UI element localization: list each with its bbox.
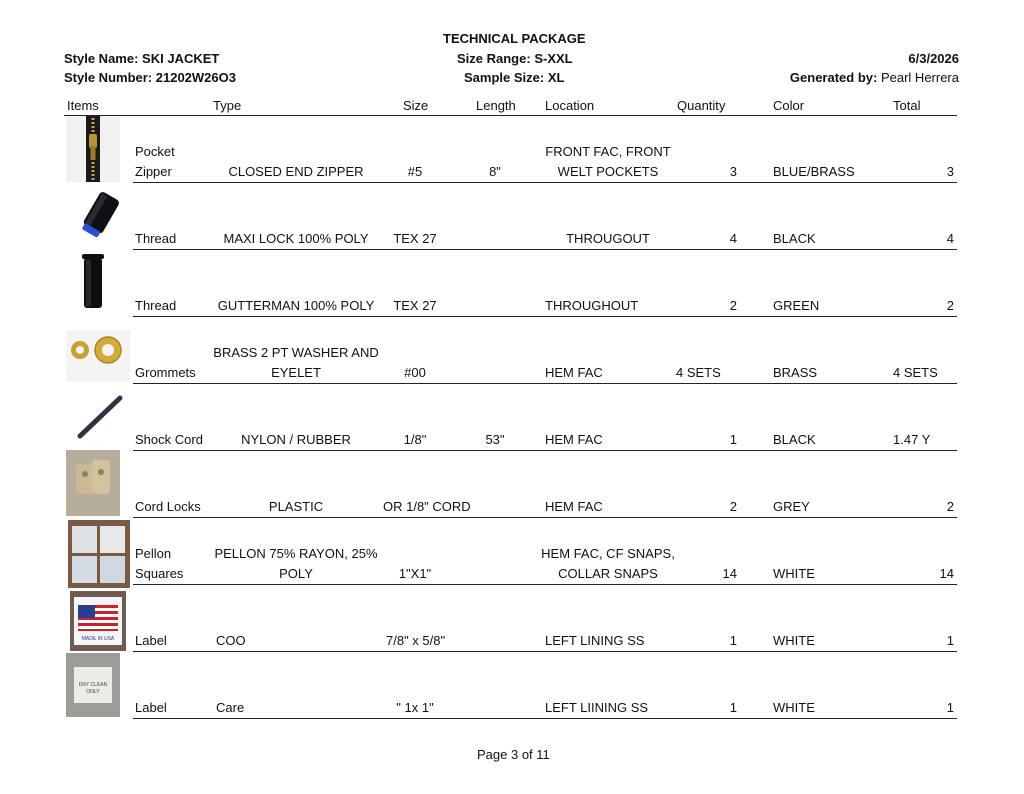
item-location: HEM FAC (545, 432, 603, 447)
item-type-line1: PELLON 75% RAYON, 25% (214, 546, 378, 561)
item-color: GREY (773, 499, 810, 514)
item-size: #00 (404, 365, 426, 380)
generated-by (790, 70, 959, 85)
row-divider (133, 517, 957, 518)
thread-spool-icon (66, 185, 132, 245)
item-name: Thread (135, 298, 177, 313)
pellon-squares-icon (68, 520, 130, 588)
item-name: Cord Locks (135, 499, 201, 514)
item-total: 14 (939, 566, 954, 581)
item-name: Squares (135, 566, 184, 581)
item-color: BLACK (773, 432, 816, 447)
item-type: COO (216, 633, 246, 648)
item-color: WHITE (773, 566, 815, 581)
item-type: CLOSED END ZIPPER (228, 164, 364, 179)
cord-lock-icon (66, 450, 120, 516)
item-location: HEM FAC (545, 365, 603, 380)
row-divider (133, 249, 957, 250)
flag-label-icon (70, 591, 126, 651)
item-length: 8" (489, 164, 501, 179)
item-name: Label (135, 700, 167, 715)
column-header-location: Location (545, 98, 595, 113)
item-size: TEX 27 (393, 231, 437, 246)
size-range-label: Size Range: (457, 51, 531, 66)
generated-by-value: Pearl Herrera (880, 70, 959, 85)
row-divider (133, 718, 957, 719)
item-quantity: 4 SETS (676, 365, 721, 380)
item-total: 2 (946, 298, 954, 313)
item-location: THROUGOUT (566, 231, 650, 246)
item-size: TEX 27 (393, 298, 437, 313)
item-size: " 1x 1" (396, 700, 434, 715)
item-quantity: 2 (729, 298, 737, 313)
item-size: #5 (407, 164, 423, 179)
zipper-icon (66, 116, 120, 182)
row-divider (133, 651, 957, 652)
item-type-line1: BRASS 2 PT WASHER AND (213, 345, 379, 360)
item-name: Shock Cord (135, 432, 203, 447)
item-quantity: 14 (722, 566, 737, 581)
item-name: Grommets (135, 365, 196, 380)
item-location: THROUGHOUT (545, 298, 639, 313)
item-location: WELT POCKETS (557, 164, 659, 179)
item-quantity: 2 (729, 499, 737, 514)
item-total: 1.47 Y (893, 432, 931, 447)
item-quantity: 1 (729, 633, 737, 648)
item-location: LEFT LINING SS (545, 633, 645, 648)
dry-clean-only-text: ONLY (86, 689, 100, 695)
item-name: Label (135, 633, 167, 648)
column-header-color: Color (773, 98, 805, 113)
item-total: 2 (946, 499, 954, 514)
style-number (64, 70, 236, 85)
item-color: BLACK (773, 231, 816, 246)
header-rule (64, 115, 957, 116)
item-color: BRASS (773, 365, 818, 380)
item-location: LEFT LIINING SS (545, 700, 649, 715)
item-size: OR 1/8" CORD (383, 499, 471, 514)
item-name-line1: Pellon (135, 546, 172, 561)
item-total: 4 (946, 231, 954, 246)
item-type: PLASTIC (268, 499, 324, 514)
row-divider (133, 383, 957, 384)
item-location: HEM FAC (545, 499, 603, 514)
item-total: 3 (946, 164, 954, 179)
item-type: GUTTERMAN 100% POLY (217, 298, 375, 313)
item-type: MAXI LOCK 100% POLY (223, 231, 369, 246)
item-color: WHITE (773, 633, 815, 648)
row-divider (133, 182, 957, 183)
item-type: EYELET (271, 365, 321, 380)
item-total: 4 SETS (893, 365, 938, 380)
item-type: POLY (279, 566, 313, 581)
document-date: 6/3/2026 (908, 51, 959, 66)
thread-cone-icon (66, 252, 120, 316)
item-size: 7/8" x 5/8" (386, 633, 446, 648)
made-in-usa-text: MADE IN USA (81, 636, 115, 642)
sample-size-value: XL (547, 70, 565, 85)
row-divider (133, 450, 957, 451)
column-header-total: Total (893, 98, 921, 113)
care-label-icon (66, 653, 120, 717)
item-location-line1: HEM FAC, CF SNAPS, (541, 546, 675, 561)
row-divider (133, 316, 957, 317)
item-size: 1"X1" (398, 566, 432, 581)
column-header-quantity: Quantity (677, 98, 726, 113)
style-number-value: 21202W26O3 (155, 70, 236, 85)
item-quantity: 1 (729, 700, 737, 715)
item-size: 1/8" (403, 432, 427, 447)
item-length: 53" (485, 432, 505, 447)
page-number: Page 3 of 11 (477, 747, 550, 762)
page-title: TECHNICAL PACKAGE (443, 31, 586, 46)
generated-by-label: Generated by: (789, 70, 878, 85)
item-type: Care (216, 700, 245, 715)
item-name: Thread (135, 231, 177, 246)
item-color: GREEN (773, 298, 820, 313)
sample-size (464, 70, 564, 85)
grommet-icon (66, 330, 130, 382)
item-total: 1 (946, 700, 954, 715)
item-location: COLLAR SNAPS (558, 566, 658, 581)
shock-cord-icon (66, 390, 126, 446)
size-range-value: S-XXL (534, 51, 573, 66)
item-color: WHITE (773, 700, 815, 715)
item-location-line1: FRONT FAC, FRONT (545, 144, 671, 159)
item-quantity: 4 (729, 231, 737, 246)
item-color: BLUE/BRASS (773, 164, 855, 179)
item-type: NYLON / RUBBER (241, 432, 351, 447)
style-name (64, 51, 219, 66)
style-number-label: Style Number: (64, 70, 153, 85)
item-total: 1 (946, 633, 954, 648)
style-name-value: SKI JACKET (142, 51, 220, 66)
column-header-size: Size (403, 98, 429, 113)
column-header-items: Items (67, 98, 99, 113)
item-name: Zipper (135, 164, 172, 179)
item-quantity: 3 (729, 164, 737, 179)
row-divider (133, 584, 957, 585)
item-name-line1: Pocket (135, 144, 175, 159)
column-header-length: Length (476, 98, 516, 113)
style-name-label: Style Name: (64, 51, 139, 66)
column-header-type: Type (213, 98, 242, 113)
size-range (457, 51, 573, 66)
dry-clean-text: DRY CLEAN (78, 682, 108, 688)
item-quantity: 1 (729, 432, 737, 447)
sample-size-label: Sample Size: (464, 70, 545, 85)
